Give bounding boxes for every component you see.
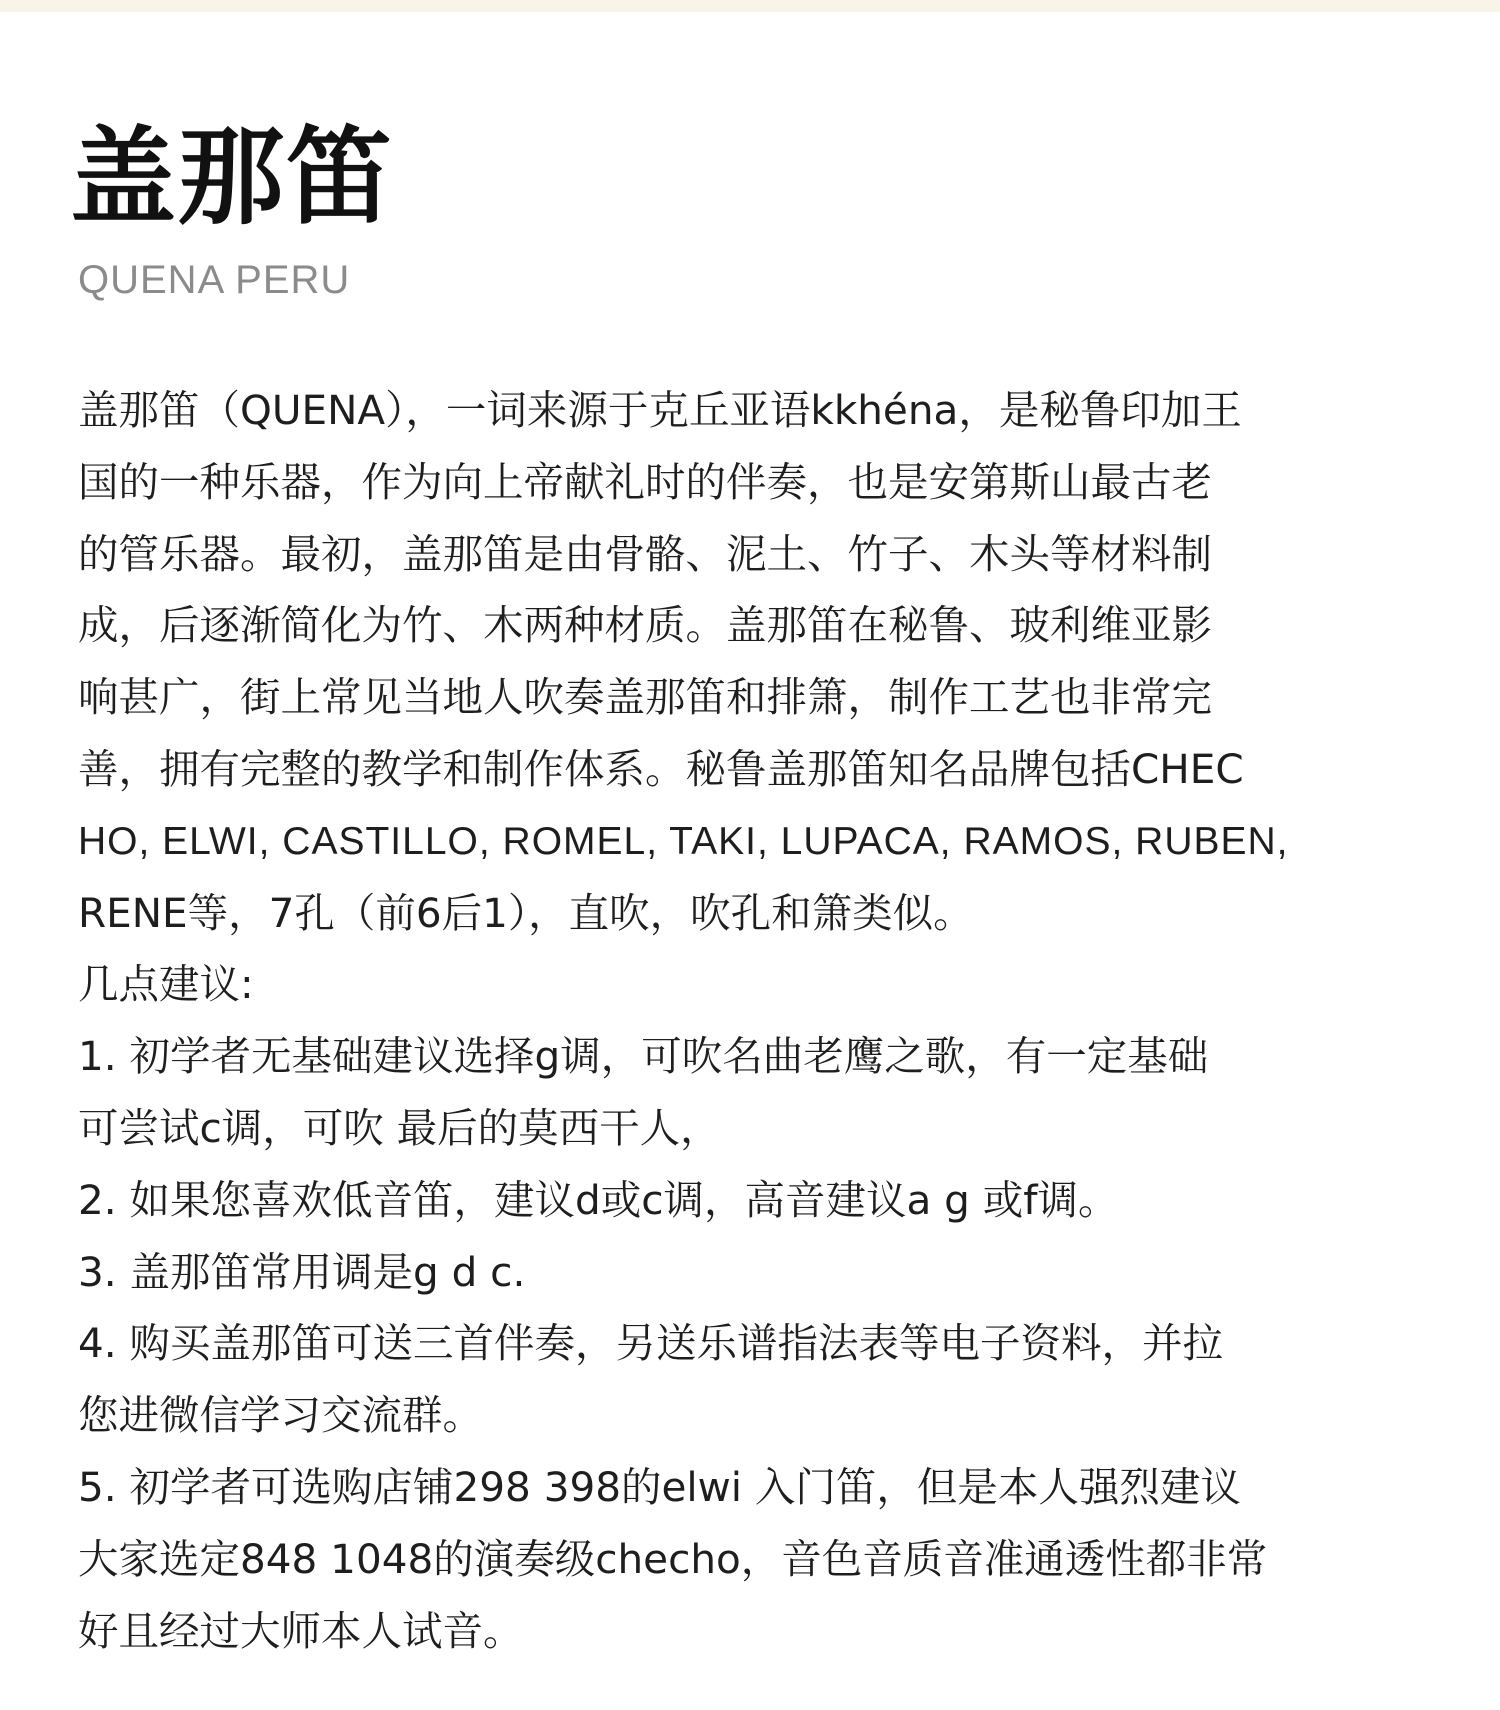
page-title: 盖那笛	[70, 116, 394, 239]
intro-line: 国的一种乐器，作为向上帝献礼时的伴奏，也是安第斯山最古老	[78, 457, 1212, 506]
intro-line: 响甚广，街上常见当地人吹奏盖那笛和排箫，制作工艺也非常完	[78, 673, 1212, 722]
advice-line: 5. 初学者可选购店铺298 398的elwi 入门笛，但是本人强烈建议	[78, 1462, 1241, 1511]
page-subtitle: QUENA PERU	[78, 258, 351, 302]
advice-line: 大家选定848 1048的演奏级checho，音色音质音准通透性都非常	[78, 1534, 1268, 1583]
advice-line: 1. 初学者无基础建议选择g调，可吹名曲老鹰之歌，有一定基础	[78, 1032, 1209, 1081]
intro-line: 善，拥有完整的教学和制作体系。秘鲁盖那笛知名品牌包括CHEC	[78, 744, 1244, 793]
top-strip	[0, 0, 1500, 12]
advice-line: 4. 购买盖那笛可送三首伴奏，另送乐谱指法表等电子资料，并拉	[78, 1319, 1224, 1368]
advice-line: 好且经过大师本人试音。	[78, 1606, 524, 1655]
advice-line: 2. 如果您喜欢低音笛，建议d或c调，高音建议a g 或f调。	[78, 1175, 1119, 1224]
intro-line-brands: HO, ELWI, CASTILLO, ROMEL, TAKI, LUPACA, RAMOS, RUBEN,	[78, 819, 1289, 863]
intro-line: 盖那笛（QUENA），一词来源于克丘亚语kkhéna，是秘鲁印加王	[78, 386, 1242, 434]
intro-line: 成，后逐渐简化为竹、木两种材质。盖那笛在秘鲁、玻利维亚影	[78, 601, 1212, 650]
advice-line: 可尝试c调，可吹 最后的莫西干人，	[78, 1103, 721, 1152]
advice-heading: 几点建议:	[78, 960, 254, 1009]
intro-line: 的管乐器。最初，盖那笛是由骨骼、泥土、竹子、木头等材料制	[78, 529, 1212, 578]
advice-line: 3. 盖那笛常用调是g d c.	[78, 1247, 526, 1296]
intro-line: RENE等，7孔（前6后1），直吹，吹孔和箫类似。	[78, 888, 974, 937]
advice-line: 您进微信学习交流群。	[78, 1391, 483, 1440]
article-body	[78, 375, 1430, 1667]
